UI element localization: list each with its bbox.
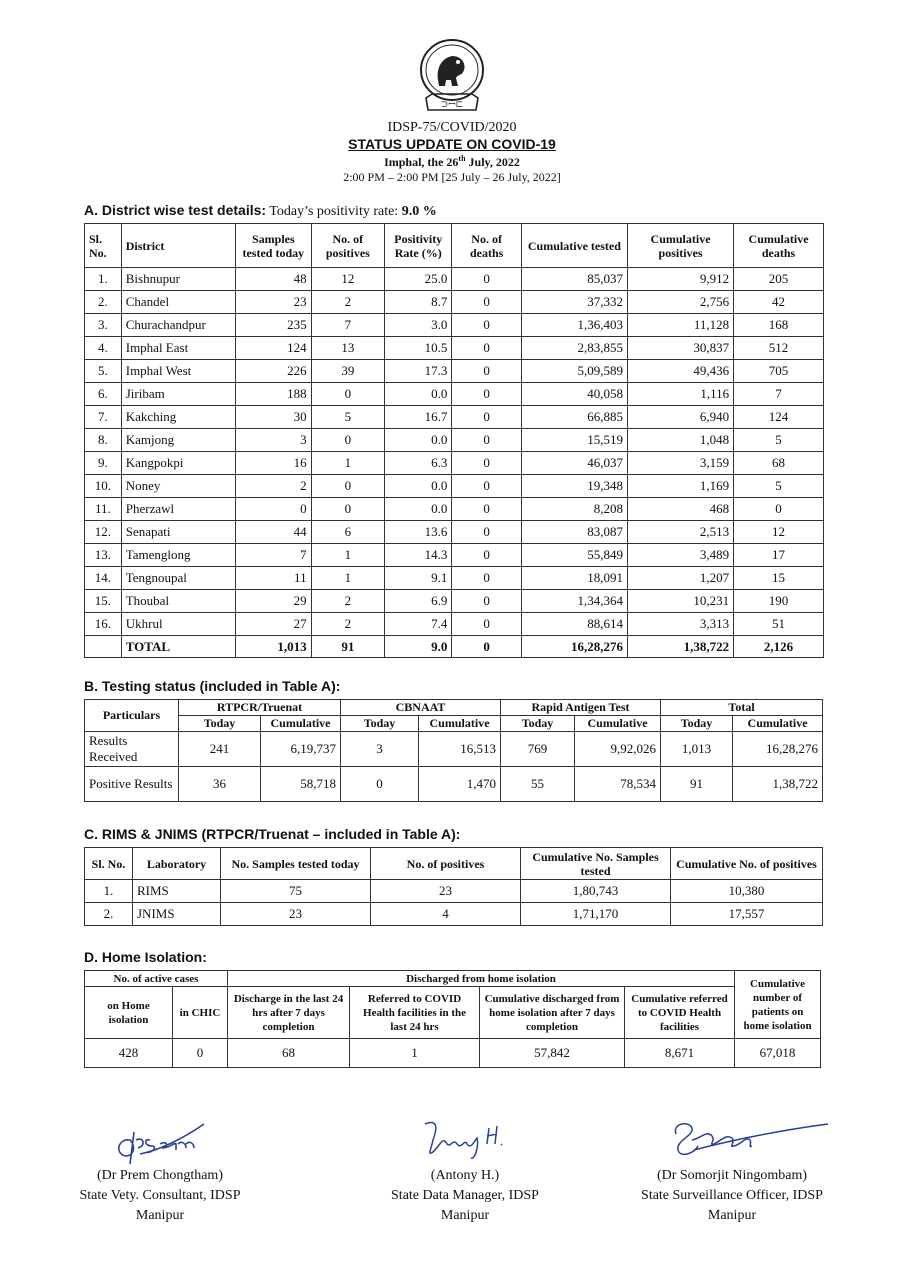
district-name: Ukhrul: [121, 613, 235, 636]
table-row: [85, 903, 823, 926]
table-cell: 51: [734, 613, 824, 636]
table-cell: 8,208: [521, 498, 627, 521]
signatory-place: Manipur: [135, 1208, 185, 1223]
total-cell: 0: [452, 636, 521, 658]
place-date: Imphal, the 26th July, 2022: [384, 154, 520, 169]
table-cell: 25.0: [385, 268, 452, 291]
table-cell: 10,380: [671, 880, 823, 903]
column-header: in CHIC: [173, 987, 228, 1039]
table-cell: 3,489: [627, 544, 733, 567]
table-row: [85, 732, 823, 767]
table-cell: 1: [311, 567, 384, 590]
row-label: Positive Results: [85, 767, 179, 802]
district-name: Pherzawl: [121, 498, 235, 521]
table-cell: 58,718: [261, 767, 341, 802]
table-cell: 188: [236, 383, 312, 406]
table-row: [85, 360, 824, 383]
column-header: Cumulative positives: [627, 224, 733, 268]
column-header: No. of deaths: [452, 224, 521, 268]
table-cell: 0: [452, 314, 521, 337]
section-c-heading: C. RIMS & JNIMS (RTPCR/Truenat – included in Table A):: [84, 826, 461, 842]
table-cell: 0: [452, 337, 521, 360]
column-header: Cumulative number of patients on home isolation: [735, 971, 821, 1039]
section-b-heading: B. Testing status (included in Table A):: [84, 678, 341, 694]
district-name: Bishnupur: [121, 268, 235, 291]
signatory-place: Manipur: [707, 1208, 757, 1223]
table-cell: 16,28,276: [733, 732, 823, 767]
table-cell: 55: [501, 767, 575, 802]
table-cell: 12: [734, 521, 824, 544]
table-subheader-row: [85, 987, 821, 1039]
table-row: [85, 475, 824, 498]
table-cell: 13.: [85, 544, 122, 567]
table-cell: 3: [236, 429, 312, 452]
table-cell: 0: [311, 498, 384, 521]
column-header: Cumulative No. Samples tested: [521, 848, 671, 880]
table-cell: 241: [179, 732, 261, 767]
table-cell: 9,92,026: [575, 732, 661, 767]
table-cell: 17.3: [385, 360, 452, 383]
table-cell: 226: [236, 360, 312, 383]
table-cell: 705: [734, 360, 824, 383]
table-cell: 6,19,737: [261, 732, 341, 767]
table-cell: 2,83,855: [521, 337, 627, 360]
table-cell: 205: [734, 268, 824, 291]
table-row: [85, 291, 824, 314]
table-cell: 1,169: [627, 475, 733, 498]
table-cell: 0: [311, 475, 384, 498]
table-cell: 36: [179, 767, 261, 802]
table-cell: 1.: [85, 268, 122, 291]
table-cell: 1,470: [419, 767, 501, 802]
total-cell: 1,013: [236, 636, 312, 658]
group-header: RTPCR/Truenat: [179, 700, 341, 716]
column-header: Cumulative: [419, 716, 501, 732]
table-cell: 1.: [85, 880, 133, 903]
table-cell: 7.: [85, 406, 122, 429]
table-cell: 1,36,403: [521, 314, 627, 337]
table-cell: 6.3: [385, 452, 452, 475]
table-cell: 428: [85, 1039, 173, 1068]
table-cell: 0: [452, 521, 521, 544]
signatory-name: (Dr Somorjit Ningombam): [656, 1168, 808, 1183]
table-cell: 2.: [85, 903, 133, 926]
table-cell: 1,38,722: [733, 767, 823, 802]
table-cell: 235: [236, 314, 312, 337]
table-cell: 11,128: [627, 314, 733, 337]
table-cell: 49,436: [627, 360, 733, 383]
table-cell: 0: [452, 498, 521, 521]
table-cell: 5: [311, 406, 384, 429]
table-cell: 48: [236, 268, 312, 291]
column-header: on Home isolation: [85, 987, 173, 1039]
table-cell: 6: [311, 521, 384, 544]
total-cell: 9.0: [385, 636, 452, 658]
district-name: Kangpokpi: [121, 452, 235, 475]
table-cell: 15: [734, 567, 824, 590]
table-cell: 14.3: [385, 544, 452, 567]
table-cell: 78,534: [575, 767, 661, 802]
table-cell: 23: [221, 903, 371, 926]
column-header: Laboratory: [133, 848, 221, 880]
table-cell: 17,557: [671, 903, 823, 926]
table-cell: 16: [236, 452, 312, 475]
table-cell: 0: [452, 429, 521, 452]
group-header: Total: [661, 700, 823, 716]
table-cell: 68: [228, 1039, 350, 1068]
district-name: Imphal West: [121, 360, 235, 383]
rims-jnims-table: [84, 847, 823, 926]
district-name: Thoubal: [121, 590, 235, 613]
table-row: [85, 498, 824, 521]
table-cell: 2,756: [627, 291, 733, 314]
table-cell: 124: [734, 406, 824, 429]
table-cell: 5,09,589: [521, 360, 627, 383]
signatory-name: (Antony H.): [430, 1168, 500, 1183]
table-cell: 1,013: [661, 732, 733, 767]
column-header: Cumulative discharged from home isolation after 7 days completion: [480, 987, 625, 1039]
table-cell: 85,037: [521, 268, 627, 291]
table-cell: 0: [452, 475, 521, 498]
district-name: Kamjong: [121, 429, 235, 452]
table-cell: 0: [452, 567, 521, 590]
table-cell: 75: [221, 880, 371, 903]
table-cell: 10.5: [385, 337, 452, 360]
table-cell: 11.: [85, 498, 122, 521]
table-cell: 0: [452, 406, 521, 429]
total-cell: [85, 636, 122, 658]
table-header-row: [85, 700, 823, 716]
lab-name: RIMS: [133, 880, 221, 903]
district-name: Chandel: [121, 291, 235, 314]
table-cell: 1,71,170: [521, 903, 671, 926]
table-cell: 68: [734, 452, 824, 475]
table-header-row: [85, 971, 821, 987]
district-name: Tamenglong: [121, 544, 235, 567]
table-cell: 1,207: [627, 567, 733, 590]
table-cell: 15.: [85, 590, 122, 613]
svg-text:⊃ꟷ⊏: ⊃ꟷ⊏: [440, 100, 464, 110]
column-header: Particulars: [85, 700, 179, 732]
district-name: Noney: [121, 475, 235, 498]
district-name: Imphal East: [121, 337, 235, 360]
column-header: Cumulative: [575, 716, 661, 732]
table-cell: 83,087: [521, 521, 627, 544]
table-row: [85, 429, 824, 452]
table-cell: 30,837: [627, 337, 733, 360]
table-cell: 5: [734, 475, 824, 498]
table-cell: 66,885: [521, 406, 627, 429]
table-cell: 12: [311, 268, 384, 291]
table-cell: 17: [734, 544, 824, 567]
table-cell: 6.9: [385, 590, 452, 613]
table-cell: 7: [734, 383, 824, 406]
table-cell: 0: [452, 291, 521, 314]
table-row: [85, 767, 823, 802]
table-cell: 16.: [85, 613, 122, 636]
column-header: District: [121, 224, 235, 268]
table-cell: 37,332: [521, 291, 627, 314]
table-cell: 0: [311, 383, 384, 406]
manipur-emblem-logo: [418, 38, 486, 116]
signatory-title: State Vety. Consultant, IDSP: [79, 1188, 241, 1203]
table-cell: 44: [236, 521, 312, 544]
table-cell: 8,671: [625, 1039, 735, 1068]
table-cell: 2: [311, 590, 384, 613]
district-name: Churachandpur: [121, 314, 235, 337]
table-cell: 67,018: [735, 1039, 821, 1068]
table-cell: 0: [452, 613, 521, 636]
table-cell: 1,116: [627, 383, 733, 406]
table-cell: 88,614: [521, 613, 627, 636]
table-cell: 1,34,364: [521, 590, 627, 613]
table-row: [85, 452, 824, 475]
table-cell: 13.6: [385, 521, 452, 544]
table-cell: 27: [236, 613, 312, 636]
table-cell: 0: [311, 429, 384, 452]
table-cell: 512: [734, 337, 824, 360]
table-cell: 0: [452, 544, 521, 567]
signatory-title: State Surveillance Officer, IDSP: [641, 1188, 823, 1203]
group-header: Discharged from home isolation: [228, 971, 735, 987]
column-header: Discharge in the last 24 hrs after 7 days completion: [228, 987, 350, 1039]
table-subheader-row: [85, 716, 823, 732]
table-cell: 3: [341, 732, 419, 767]
table-cell: 6.: [85, 383, 122, 406]
lab-rows: [85, 880, 823, 926]
table-cell: 57,842: [480, 1039, 625, 1068]
reporting-period: 2:00 PM – 2:00 PM [25 July – 26 July, 2022]: [343, 170, 561, 184]
table-cell: 5.: [85, 360, 122, 383]
table-cell: 55,849: [521, 544, 627, 567]
table-cell: 14.: [85, 567, 122, 590]
table-cell: 3.0: [385, 314, 452, 337]
table-cell: 9.1: [385, 567, 452, 590]
table-cell: 10.: [85, 475, 122, 498]
table-cell: 4.: [85, 337, 122, 360]
column-header: Sl. No.: [85, 848, 133, 880]
table-cell: 0: [452, 383, 521, 406]
table-cell: 1,80,743: [521, 880, 671, 903]
column-header: No. of positives: [371, 848, 521, 880]
column-header: No. Samples tested today: [221, 848, 371, 880]
table-cell: 23: [236, 291, 312, 314]
table-cell: 0: [452, 590, 521, 613]
column-header: Today: [341, 716, 419, 732]
table-cell: 2: [311, 291, 384, 314]
section-a-heading: A. District wise test details: Today’s positivity rate: 9.0 %: [84, 202, 437, 219]
table-cell: 6,940: [627, 406, 733, 429]
table-header-row: [85, 224, 824, 268]
table-cell: 3,313: [627, 613, 733, 636]
table-cell: 9,912: [627, 268, 733, 291]
document-reference: IDSP-75/COVID/2020: [387, 120, 517, 135]
signatory-title: State Data Manager, IDSP: [391, 1188, 539, 1203]
column-header: Referred to COVID Health facilities in the last 24 hrs: [350, 987, 480, 1039]
table-cell: 1,048: [627, 429, 733, 452]
table-row: [85, 567, 824, 590]
group-header: CBNAAT: [341, 700, 501, 716]
table-row: [85, 268, 824, 291]
table-row: [85, 544, 824, 567]
column-header: Today: [179, 716, 261, 732]
table-row: [85, 590, 824, 613]
table-cell: 42: [734, 291, 824, 314]
table-cell: 91: [661, 767, 733, 802]
table-cell: 0: [452, 268, 521, 291]
table-cell: 10,231: [627, 590, 733, 613]
district-name: Senapati: [121, 521, 235, 544]
table-cell: 0.0: [385, 383, 452, 406]
table-cell: 3,159: [627, 452, 733, 475]
table-cell: 0: [236, 498, 312, 521]
table-cell: 2,513: [627, 521, 733, 544]
handwritten-signature: [405, 1110, 525, 1166]
table-cell: 1: [350, 1039, 480, 1068]
total-cell: 16,28,276: [521, 636, 627, 658]
district-name: Kakching: [121, 406, 235, 429]
home-isolation-table: [84, 970, 821, 1068]
total-cell: 91: [311, 636, 384, 658]
column-header: Cumulative tested: [521, 224, 627, 268]
column-header: Today: [661, 716, 733, 732]
table-cell: 5: [734, 429, 824, 452]
table-cell: 7.4: [385, 613, 452, 636]
table-cell: 468: [627, 498, 733, 521]
table-cell: 3.: [85, 314, 122, 337]
lab-name: JNIMS: [133, 903, 221, 926]
table-cell: 16,513: [419, 732, 501, 767]
table-cell: 8.: [85, 429, 122, 452]
table-cell: 1: [311, 544, 384, 567]
signature-block-antony: [335, 1110, 595, 1226]
table-cell: 8.7: [385, 291, 452, 314]
table-row: [85, 337, 824, 360]
handwritten-signature: [632, 1110, 832, 1166]
table-cell: 0: [341, 767, 419, 802]
table-cell: 769: [501, 732, 575, 767]
testing-status-table: [84, 699, 823, 802]
table-cell: 39: [311, 360, 384, 383]
column-header: Positivity Rate (%): [385, 224, 452, 268]
table-cell: 7: [236, 544, 312, 567]
table-cell: 0: [452, 452, 521, 475]
table-cell: 190: [734, 590, 824, 613]
table-cell: 12.: [85, 521, 122, 544]
table-cell: 0.0: [385, 475, 452, 498]
table-row: [85, 383, 824, 406]
signature-block-prem: [30, 1110, 290, 1226]
table-cell: 11: [236, 567, 312, 590]
column-header: Cumulative No. of positives: [671, 848, 823, 880]
table-cell: 2.: [85, 291, 122, 314]
column-header: Sl. No.: [85, 224, 122, 268]
signatory-name: (Dr Prem Chongtham): [97, 1168, 223, 1183]
table-cell: 40,058: [521, 383, 627, 406]
table-cell: 4: [371, 903, 521, 926]
table-cell: 15,519: [521, 429, 627, 452]
table-cell: 18,091: [521, 567, 627, 590]
table-row: [85, 406, 824, 429]
table-cell: 46,037: [521, 452, 627, 475]
column-header: Cumulative: [261, 716, 341, 732]
section-d-heading: D. Home Isolation:: [84, 949, 207, 965]
row-label: Results Received: [85, 732, 179, 767]
table-cell: 1: [311, 452, 384, 475]
testing-status-rows: [85, 732, 823, 802]
column-header: Cumulative deaths: [734, 224, 824, 268]
table-cell: 16.7: [385, 406, 452, 429]
district-name: Tengnoupal: [121, 567, 235, 590]
table-cell: 0.0: [385, 429, 452, 452]
group-header: No. of active cases: [85, 971, 228, 987]
table-cell: 19,348: [521, 475, 627, 498]
table-row: [85, 314, 824, 337]
table-cell: 9.: [85, 452, 122, 475]
table-header-row: [85, 848, 823, 880]
table-cell: 168: [734, 314, 824, 337]
column-header: No. of positives: [311, 224, 384, 268]
table-cell: 0: [452, 360, 521, 383]
table-cell: 29: [236, 590, 312, 613]
district-name: Jiribam: [121, 383, 235, 406]
table-cell: 0: [734, 498, 824, 521]
total-label: TOTAL: [121, 636, 235, 658]
group-header: Rapid Antigen Test: [501, 700, 661, 716]
table-cell: 13: [311, 337, 384, 360]
signatory-place: Manipur: [440, 1208, 490, 1223]
handwritten-signature: [100, 1110, 220, 1166]
table-row: [85, 521, 824, 544]
table-row: [85, 880, 823, 903]
table-cell: 124: [236, 337, 312, 360]
table-row: [85, 613, 824, 636]
total-cell: 1,38,722: [627, 636, 733, 658]
total-row: [85, 636, 824, 658]
table-cell: 2: [236, 475, 312, 498]
column-header: Cumulative referred to COVID Health facilities: [625, 987, 735, 1039]
table-cell: 2: [311, 613, 384, 636]
district-rows: [85, 268, 824, 636]
table-cell: 0.0: [385, 498, 452, 521]
total-cell: 2,126: [734, 636, 824, 658]
table-row: [85, 1039, 821, 1068]
table-cell: 0: [173, 1039, 228, 1068]
column-header: Today: [501, 716, 575, 732]
table-cell: 30: [236, 406, 312, 429]
signature-block-somorjit: [602, 1110, 862, 1226]
column-header: Samples tested today: [236, 224, 312, 268]
table-cell: 7: [311, 314, 384, 337]
column-header: Cumulative: [733, 716, 823, 732]
district-test-table: [84, 223, 824, 658]
table-cell: 23: [371, 880, 521, 903]
document-title: STATUS UPDATE ON COVID-19: [348, 136, 556, 152]
